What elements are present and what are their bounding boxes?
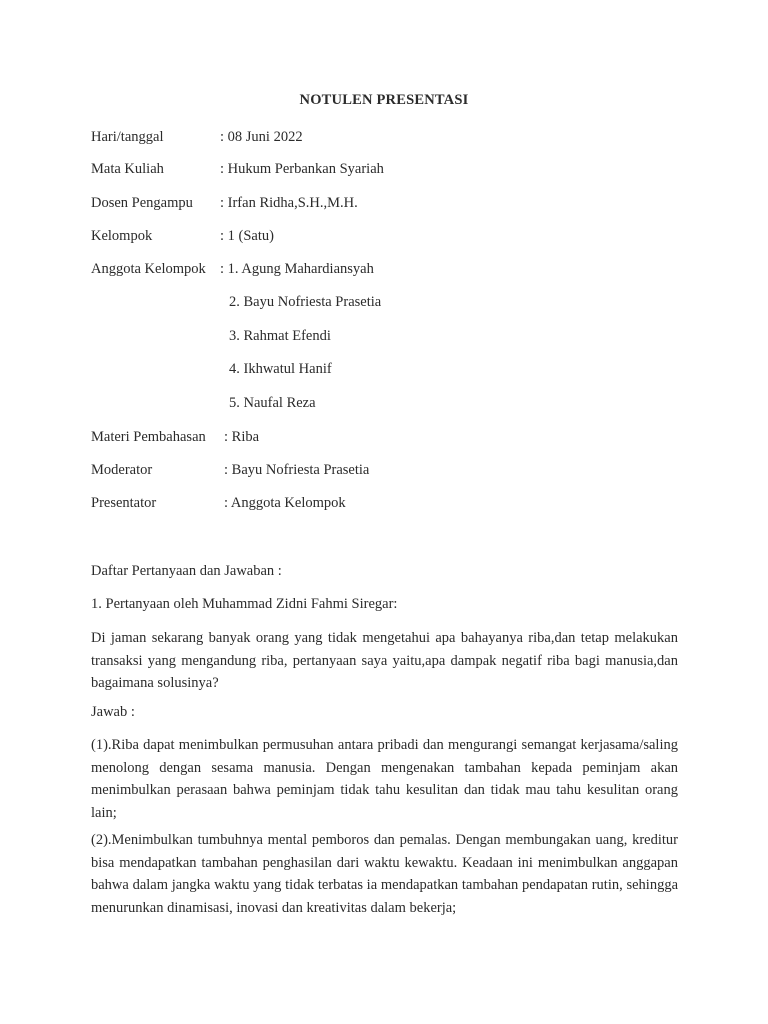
- meta-label: Dosen Pengampu: [91, 195, 193, 211]
- question-heading: 1. Pertanyaan oleh Muhammad Zidni Fahmi Siregar:: [91, 596, 398, 612]
- document-title: NOTULEN PRESENTASI: [299, 92, 469, 108]
- meta-label: Anggota Kelompok: [91, 261, 206, 277]
- meta-label: Kelompok: [91, 228, 153, 244]
- meta-value: : Irfan Ridha,S.H.,M.H.: [220, 195, 358, 211]
- meta-label: Mata Kuliah: [91, 161, 164, 177]
- member-item: 5. Naufal Reza: [229, 395, 316, 411]
- meta-value: : Bayu Nofriesta Prasetia: [224, 462, 370, 478]
- member-item: 2. Bayu Nofriesta Prasetia: [229, 294, 382, 310]
- qa-heading: Daftar Pertanyaan dan Jawaban :: [91, 563, 282, 579]
- answer-paragraph: (1).Riba dapat menimbulkan permusuhan antara pribadi dan mengurangi semangat kerjasama/saling menolong dengan sesama manusia. Dengan mengenakan tambahan kepada peminjam akan menimbulkan perasaan bahwa peminjam tidak tahu kesulitan dan tidak mau tahu kesulitan orang lain;: [91, 737, 678, 821]
- meta-value: : 08 Juni 2022: [220, 129, 303, 145]
- meta-label: Materi Pembahasan: [91, 429, 206, 445]
- meta-label: Moderator: [91, 462, 153, 478]
- meta-label: Presentator: [91, 495, 157, 511]
- question-text: Di jaman sekarang banyak orang yang tidak mengetahui apa bahayanya riba,dan tetap melakukan transaksi yang mengandung riba, pertanyaan saya yaitu,apa dampak negatif riba bagi manusia,dan bagaimana solusinya?: [91, 630, 678, 691]
- meta-value: : Hukum Perbankan Syariah: [220, 161, 384, 177]
- meta-value: : Riba: [224, 429, 260, 445]
- meta-label: Hari/tanggal: [91, 129, 164, 145]
- answer-label: Jawab :: [91, 704, 135, 720]
- member-item: 3. Rahmat Efendi: [229, 328, 331, 344]
- meta-value: : 1. Agung Mahardiansyah: [220, 261, 374, 277]
- answer-paragraph: (2).Menimbulkan tumbuhnya mental pemboros dan pemalas. Dengan membungakan uang, kreditur bisa mendapatkan tambahan penghasilan dari waktu kewaktu. Keadaan ini menimbulkan anggapan bahwa dalam jangka waktu yang tidak terbatas ia mendapatkan tambahan pendapatan rutin, sehingga menurunkan dinamisasi, inovasi dan kreativitas dalam bekerja;: [91, 832, 678, 916]
- meta-value: : Anggota Kelompok: [224, 495, 346, 511]
- member-item: 4. Ikhwatul Hanif: [229, 361, 332, 377]
- meta-value: : 1 (Satu): [220, 228, 274, 244]
